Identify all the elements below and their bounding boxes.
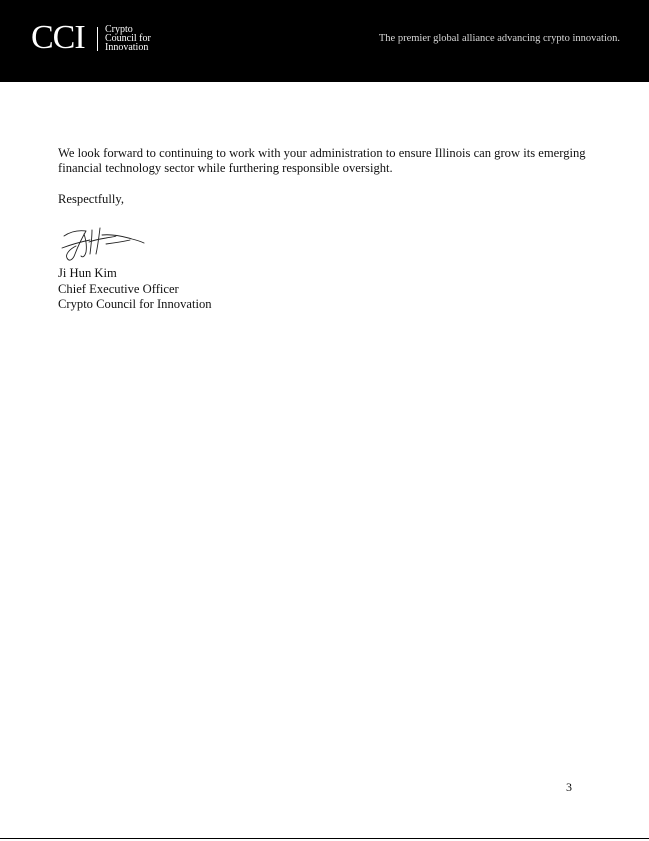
logo-word-line: Council for <box>105 33 151 44</box>
signer-title: Chief Executive Officer <box>58 281 179 296</box>
signature-block <box>58 266 212 313</box>
signer-name: Ji Hun Kim <box>58 266 117 280</box>
letter-closing: Respectfully, <box>58 192 124 206</box>
letter-body-paragraph: We look forward to continuing to work with your administration to ensure Illinois can grow its emerging financial technology sector while furthering responsible oversight. <box>58 146 586 175</box>
handwritten-signature <box>56 218 148 266</box>
logo-word-line: Innovation <box>105 42 149 53</box>
page-header <box>0 0 649 82</box>
header-tagline: The premier global alliance advancing crypto innovation. <box>378 33 620 44</box>
logo-word-line: Crypto <box>105 24 133 35</box>
logo-divider <box>97 27 98 51</box>
logo-mark: CCI <box>31 19 85 56</box>
page-number: 3 <box>566 780 572 794</box>
signer-organization: Crypto Council for Innovation <box>58 297 212 311</box>
logo-wordmark <box>105 25 151 52</box>
bottom-divider <box>0 838 649 839</box>
